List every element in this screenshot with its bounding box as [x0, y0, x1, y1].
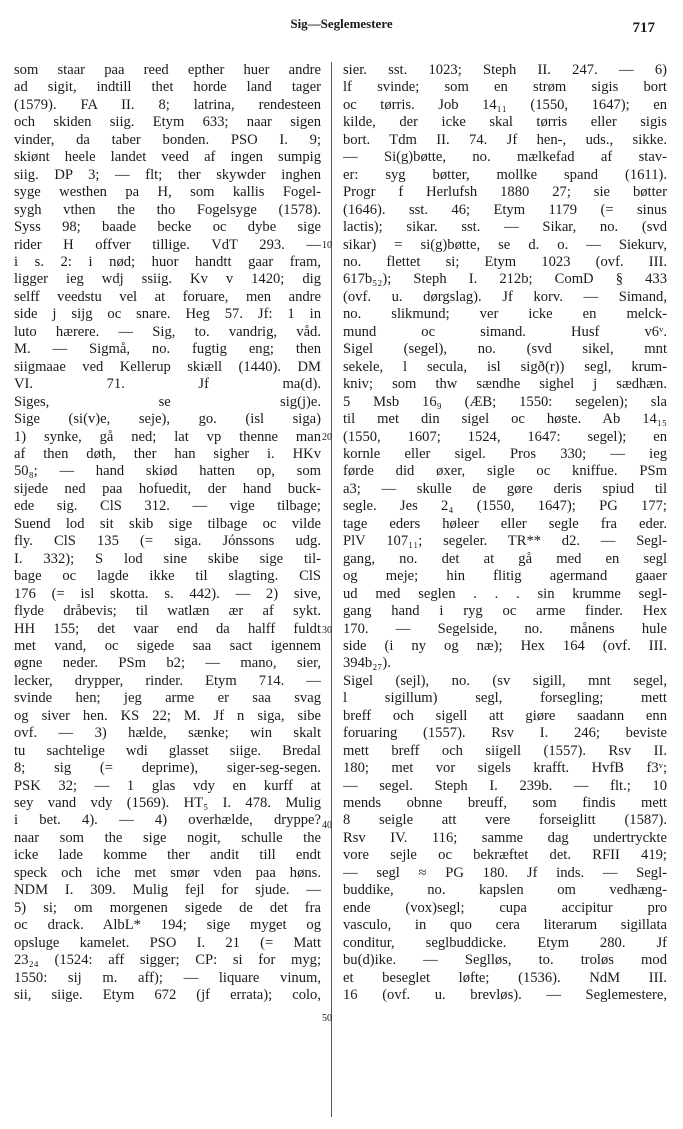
text-line: og siver hen. KS 22; M. Jf n siga, sibe: [14, 707, 321, 724]
text-line: 5) si; om morgenen sigede de det fra: [14, 899, 321, 916]
text-line: rider H offver tillige. VdT 293. —: [14, 236, 321, 253]
text-line: i bet. 4). — 4) overhælde, dryppe?: [14, 812, 321, 829]
text-line: ede sig. ClS 312. — vige tilbage;: [14, 498, 321, 515]
text-line: ovf. — 3) hælde, sænke; win skalt: [14, 725, 321, 742]
text-line: sijede ned paa hofuedit, der hand buck-: [14, 480, 321, 497]
right-column: [343, 62, 667, 1004]
text-line: 176 (= isl skotta. s. 442). — 2) sive,: [14, 585, 321, 602]
text-line: (1646). sst. 46; Etym 1179 (= sinus: [343, 201, 667, 218]
text-line: sier. sst. 1023; Steph II. 247. — 6): [343, 62, 667, 78]
text-line: bage oc lagde ikke til slagting. ClS: [14, 568, 321, 585]
text-line: opsluge kamelet. PSO I. 21 (= Matt: [14, 934, 321, 951]
text-line: mett breff och siigell (1557). Rsv II.: [343, 742, 667, 759]
text-line: met vand, oc sigede saa sact igennem: [14, 637, 321, 654]
text-line: HH 155; det vaar end da halff fuldt: [14, 620, 321, 637]
text-line: (1550, 1607; 1524, 1647: segel); en: [343, 428, 667, 445]
text-line: 23₂₄ (1524: aff sigger; CP: si for myg;: [14, 952, 321, 969]
text-line: selff veedstu vel at foruare, men andre: [14, 288, 321, 305]
text-line: side j sijg oc snare. Heg 57. Jf: 1 in: [14, 306, 321, 323]
text-line: 1550: sij m. aff); — liquare vinum,: [14, 969, 321, 986]
text-line: af then døth, ther han sigher i. HKv: [14, 445, 321, 462]
text-line: ende (vox)segl; cupa accipitur pro: [343, 899, 667, 916]
text-line: i s. 2: i nød; huor handtt gaar fram,: [14, 253, 321, 270]
text-line: som staar paa reed epther huer andre: [14, 62, 321, 78]
text-line: syge westhen pa H, som kallis Fogel-: [14, 184, 321, 201]
text-line: mund oc simand. Husf v6ᵛ.: [343, 323, 667, 340]
text-line: M. — Sigmå, no. fugtig eng; then: [14, 341, 321, 358]
text-line: Progr f Herlufsh 1880 27; sie bøtter: [343, 184, 667, 201]
text-line: vore sejle oc bekræftet det. RFII 419;: [343, 847, 667, 864]
text-line: sikar) = si(g)bøtte, se d. o. — Siekurv,: [343, 236, 667, 253]
text-line: siigmaae ved Kellerup skiæll (1440). DM: [14, 358, 321, 375]
text-line: side (i ny og næ); Hex 164 (ovf. III.: [343, 637, 667, 654]
text-line: svinde hen; jeg arme er saa svag: [14, 690, 321, 707]
text-line: oc drack. AlbL* 194; sige myget og: [14, 917, 321, 934]
margin-line-number: 30: [322, 625, 332, 636]
text-line: lecker, drypper, rinder. Etym 714. —: [14, 672, 321, 689]
text-line: 8; sig (= deprime), siger-seg-segen.: [14, 760, 321, 777]
text-line: l sigillum) segl, forsegling; mett: [343, 690, 667, 707]
text-line: a3; — skulle de gøre deris spiud til: [343, 480, 667, 497]
text-line: førde did øxer, sigle oc kniffue. PSm: [343, 463, 667, 480]
text-line: sey vand vdy (1569). HT₅ I. 478. Mulig: [14, 795, 321, 812]
left-column: [14, 62, 321, 1004]
text-line: vinder, da taber bonden. PSO I. 9;: [14, 131, 321, 148]
text-line: sygh vthen the tho Fogelsyge (1578).: [14, 201, 321, 218]
text-line: NDM I. 309. Mulig fejl for sjude. —: [14, 882, 321, 899]
text-line: conditur, seglbuddicke. Etym 280. Jf: [343, 934, 667, 951]
text-line: foruaring (1557). Rsv I. 246; beviste: [343, 725, 667, 742]
text-line: Sigel (sejl), no. (sv sigill, mnt segel,: [343, 672, 667, 689]
text-line: icke lade komme ther andit till endt: [14, 847, 321, 864]
text-line: luto hærere. — Sig, to. vandrig, våd.: [14, 323, 321, 340]
text-line: no. slikmund; ver icke en melck-: [343, 306, 667, 323]
text-line: ad sigit, indtill thet horde land tager: [14, 79, 321, 96]
text-line: ud med seglen . . . sin krumme segl-: [343, 585, 667, 602]
margin-line-number: 10: [322, 240, 332, 251]
text-line: — segl ≈ PG 180. Jf inds. — Segl-: [343, 864, 667, 881]
text-line: Siges, se sig(j)e.: [14, 393, 321, 410]
text-line: 5 Msb 16₉ (ÆB; 1550: segelen); sla: [343, 393, 667, 410]
text-line: 394b₂₇).: [343, 655, 391, 672]
text-line: och skiden siig. Etym 633; naar sigen: [14, 114, 321, 131]
text-line: til met din sigel oc høste. Ab 14₁₅: [343, 411, 667, 428]
text-line: vasculo, in quo cera literarum sigillata: [343, 917, 667, 934]
text-line: 180; met vor sigels krafft. HvfB f3ᵛ;: [343, 760, 667, 777]
text-line: sekele, l secula, isl sigð(r)) segl, krum-: [343, 358, 667, 375]
text-line: flyde dråbevis; til watlæn ær af sykt.: [14, 603, 321, 620]
column-divider: [331, 62, 332, 1117]
text-line: mends obnne breuff, som findis mett: [343, 795, 667, 812]
text-line: et beseglet løfte; (1536). NdM III.: [343, 969, 667, 986]
text-line: speck och iche met smør vden paa høns.: [14, 864, 321, 881]
text-line: gang hand i ryg oc arme finder. Hex: [343, 603, 667, 620]
text-line: segle. Jes 2₄ (1550, 1647); PG 177;: [343, 498, 667, 515]
text-line: VI. 71. Jf ma(d).: [14, 376, 321, 393]
text-line: no. flettet si; Etym 1023 (ovf. III.: [343, 253, 667, 270]
text-line: skiønt heele landet veed af ingen sumpig: [14, 149, 321, 166]
text-line: oc tørris. Job 14₁₁ (1550, 1647); en: [343, 96, 667, 113]
text-line: gang, no. det at gå med en segl: [343, 550, 667, 567]
text-line: fly. ClS 135 (= siga. Jónssons udg.: [14, 533, 321, 550]
text-line: PSK 32; — 1 glas vdy en kurff at: [14, 777, 321, 794]
text-line: og meje; hin flitig agermand gaaer: [343, 568, 667, 585]
text-line: tage eders høleer eller segle fra eder.: [343, 515, 667, 532]
page-header: [0, 8, 683, 38]
text-line: kornle eller sigel. Pros 330; — ieg: [343, 445, 667, 462]
text-line: 16 (ovf. u. brevløs). — Seglemestere,: [343, 987, 667, 1004]
text-line: — segel. Steph I. 239b. — flt.; 10: [343, 777, 667, 794]
text-line: 50₈; — hand skiød hatten op, som: [14, 463, 321, 480]
text-line: kilde, der icke skal tørris eller sigis: [343, 114, 667, 131]
text-line: lactis); sikar. sst. — Sikar, no. (svd: [343, 219, 667, 236]
text-line: buddike, no. kapslen om vedhæng-: [343, 882, 667, 899]
text-line: lf svinde; som en strøm sigis bort: [343, 79, 667, 96]
text-line: Sigel (segel), no. (svd sikel, mnt: [343, 341, 667, 358]
text-line: 8 seigle att vere forseiglitt (1587).: [343, 812, 667, 829]
text-line: Sige (si(v)e, seje), go. (isl siga): [14, 411, 321, 428]
text-line: ligger ieg wdj ssiig. Kv v 1420; dig: [14, 271, 321, 288]
text-line: kniv; som thw sændhe sighel j sædhæn.: [343, 376, 667, 393]
text-line: 170. — Segelside, no. månens hule: [343, 620, 667, 637]
margin-line-number: 40: [322, 820, 332, 831]
text-line: er: syg bøtter, mollke spand (1611).: [343, 166, 667, 183]
text-line: 1) synke, gå ned; lat vp thenne man: [14, 428, 321, 445]
text-line: tu sachtelige wdi glasset siige. Bredal: [14, 742, 321, 759]
margin-line-number: 20: [322, 432, 332, 443]
text-line: Suend lod sit skib sige tilbage oc vilde: [14, 515, 321, 532]
text-line: siig. DP 3; — flt; ther skywder inghen: [14, 166, 321, 183]
running-head: Sig—Seglemestere: [290, 16, 393, 31]
page-number: 717: [632, 20, 655, 36]
text-line: naar som the sige nogit, schulle the: [14, 829, 321, 846]
text-line: bort. Tdm II. 74. Jf hen-, uds., sikke.: [343, 131, 667, 148]
margin-line-number: 50: [322, 1013, 332, 1024]
text-line: bu(d)ike. — Seglløs, to. troløs mod: [343, 952, 667, 969]
text-line: PlV 107₁₁; segeler. TR** d2. — Segl-: [343, 533, 667, 550]
text-line: breff och sigell att giøre saadann enn: [343, 707, 667, 724]
text-line: Syss 98; baade becke oc dybe sige: [14, 219, 321, 236]
text-line: (1579). FA II. 8; latrina, rendesteen: [14, 96, 321, 113]
text-line: Rsv IV. 116; samme dag undertryckte: [343, 829, 667, 846]
text-line: øgne neder. PSm b2; — mano, sier,: [14, 655, 321, 672]
text-line: sii, siige. Etym 672 (jf errata); colo,: [14, 987, 321, 1004]
text-line: (ovf. u. dørgslag). Jf korv. — Simand,: [343, 288, 667, 305]
text-line: — Si(g)bøtte, no. mælkefad af stav-: [343, 149, 667, 166]
text-line: I. 332); S lod sine skibe sige til-: [14, 550, 321, 567]
text-line: 617b₅₂); Steph I. 212b; ComD § 433: [343, 271, 667, 288]
